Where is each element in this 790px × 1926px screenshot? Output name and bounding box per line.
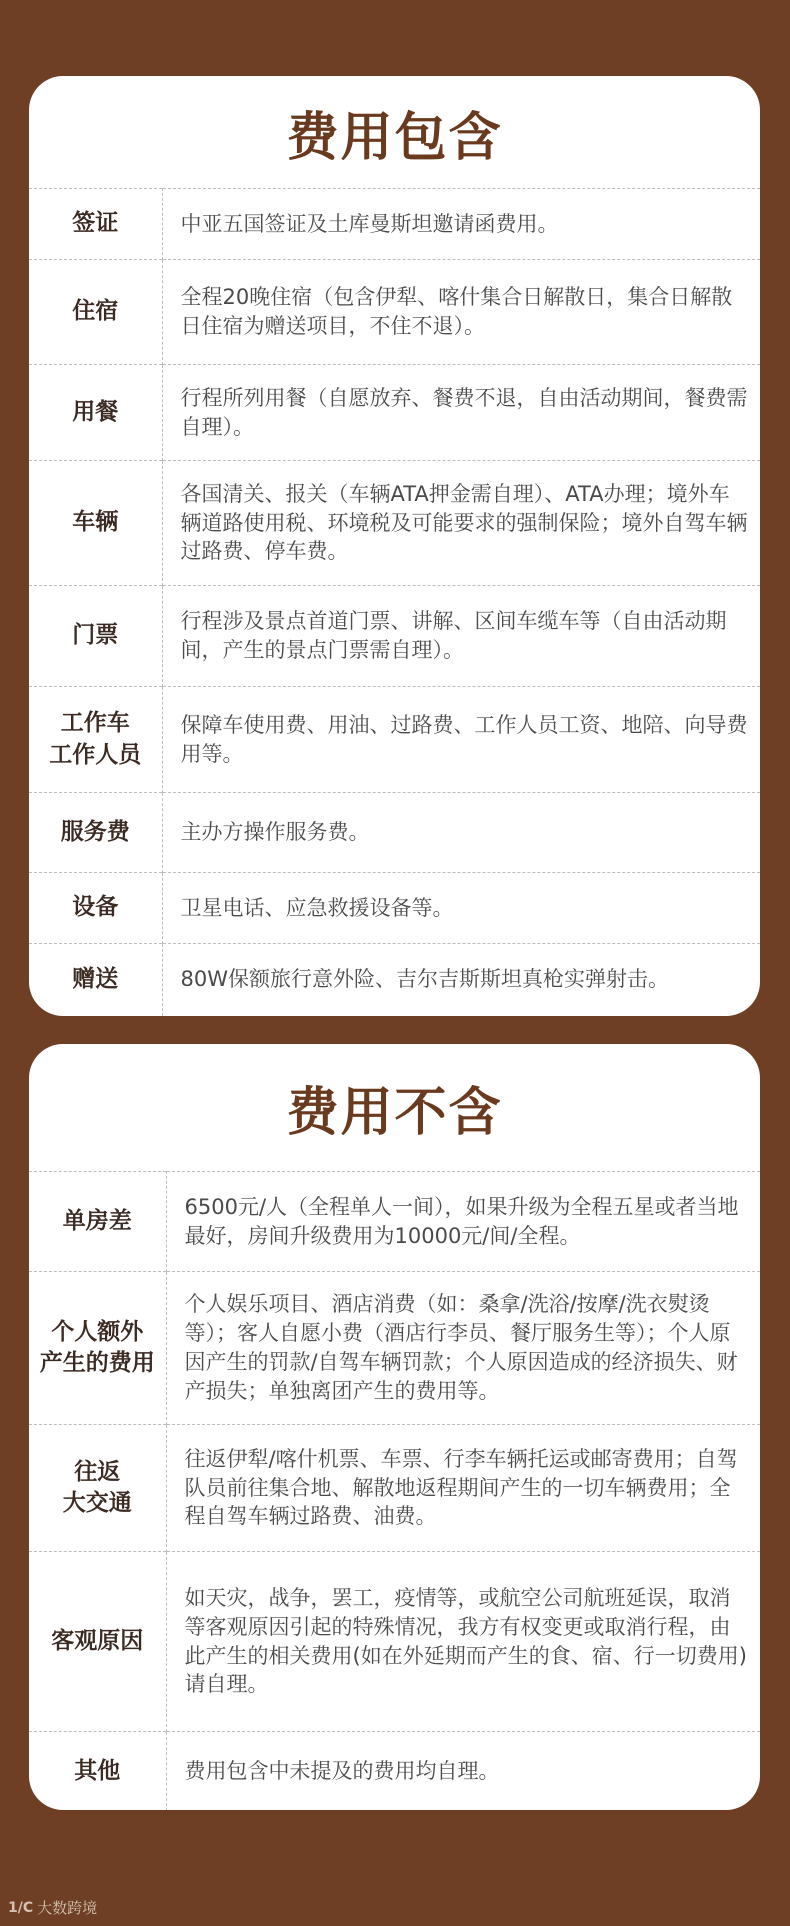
row-label: 其他 bbox=[29, 1732, 166, 1811]
row-content: 80W保额旅行意外险、吉尔吉斯斯坦真枪实弹射击。 bbox=[180, 967, 669, 992]
row-content: 全程20晚住宿（包含伊犁、喀什集合日解散日，集合日解散日住宿为赠送项目，不住不退）。 bbox=[180, 285, 733, 338]
row-content: 各国清关、报关（车辆ATA押金需自理）、ATA办理；境外车辆道路使用税、环境税及可能要求的强制保险；境外自驾车辆过路费、停车费。 bbox=[180, 481, 748, 564]
table-row bbox=[29, 260, 760, 365]
excluded-title: 费用不含 bbox=[286, 1083, 503, 1143]
row-label: 住宿 bbox=[29, 260, 162, 365]
row-content: 中亚五国签证及土库曼斯坦邀请函费用。 bbox=[180, 211, 559, 236]
brand-logo-icon: 1/C bbox=[8, 1899, 34, 1916]
row-content: 行程所列用餐（自愿放弃、餐费不退，自由活动期间，餐费需自理）。 bbox=[180, 385, 748, 439]
excluded-card bbox=[29, 1044, 760, 1810]
row-label: 服务费 bbox=[29, 793, 162, 873]
row-label: 用餐 bbox=[29, 365, 162, 461]
brand-name: 大数跨境 bbox=[37, 1899, 98, 1917]
row-content: 保障车使用费、用油、过路费、工作人员工资、地陪、向导费用等。 bbox=[180, 712, 748, 766]
included-card bbox=[29, 76, 760, 1016]
table-row bbox=[29, 189, 760, 260]
row-content: 主办方操作服务费。 bbox=[180, 820, 370, 845]
table-row bbox=[29, 1732, 760, 1811]
row-label: 工作车 工作人员 bbox=[29, 687, 162, 793]
included-table bbox=[29, 188, 760, 1016]
row-content: 行程涉及景点首道门票、讲解、区间车缆车等（自由活动期间，产生的景点门票需自理）。 bbox=[180, 609, 727, 662]
table-row bbox=[29, 687, 760, 793]
row-label: 客观原因 bbox=[29, 1552, 166, 1732]
footer-watermark bbox=[8, 1897, 97, 1918]
table-row bbox=[29, 793, 760, 873]
row-label: 车辆 bbox=[29, 461, 162, 586]
row-content: 如天灾，战争，罢工，疫情等，或航空公司航班延误，取消等客观原因引起的特殊情况，我方有权变更或取消行程，由此产生的相关费用(如在外延期而产生的食、宿、行一切费用)请自理。 bbox=[184, 1585, 747, 1697]
table-row bbox=[29, 944, 760, 1016]
row-content: 6500元/人（全程单人一间），如果升级为全程五星或者当地最好，房间升级费用为10000元/间/全程。 bbox=[184, 1194, 739, 1248]
row-label: 设备 bbox=[29, 873, 162, 944]
row-content: 往返伊犁/喀什机票、车票、行李车辆托运或邮寄费用；自驾队员前往集合地、解散地返程期间产生的一切车辆费用；全程自驾车辆过路费、油费。 bbox=[184, 1446, 738, 1529]
table-row bbox=[29, 873, 760, 944]
table-row bbox=[29, 461, 760, 586]
table-row bbox=[29, 586, 760, 687]
table-row bbox=[29, 1552, 760, 1732]
row-label: 单房差 bbox=[29, 1172, 166, 1272]
row-content: 卫星电话、应急救援设备等。 bbox=[180, 895, 454, 920]
excluded-table bbox=[29, 1171, 760, 1810]
row-label: 个人额外 产生的费用 bbox=[29, 1272, 166, 1425]
row-label: 门票 bbox=[29, 586, 162, 687]
row-content: 个人娱乐项目、酒店消费（如：桑拿/洗浴/按摩/洗衣熨烫等）；客人自愿小费（酒店行李员、餐厅服务生等）；个人原因产生的罚款/自驾车辆罚款；个人原因造成的经济损失、财产损失；单独离团产生的费用等。 bbox=[184, 1292, 738, 1403]
included-title: 费用包含 bbox=[286, 107, 503, 168]
table-row bbox=[29, 365, 760, 461]
row-content: 费用包含中未提及的费用均自理。 bbox=[184, 1758, 500, 1783]
row-label: 签证 bbox=[29, 189, 162, 260]
row-label: 往返 大交通 bbox=[29, 1425, 166, 1552]
table-row bbox=[29, 1425, 760, 1552]
table-row bbox=[29, 1272, 760, 1425]
row-label: 赠送 bbox=[29, 944, 162, 1016]
table-row bbox=[29, 1172, 760, 1272]
